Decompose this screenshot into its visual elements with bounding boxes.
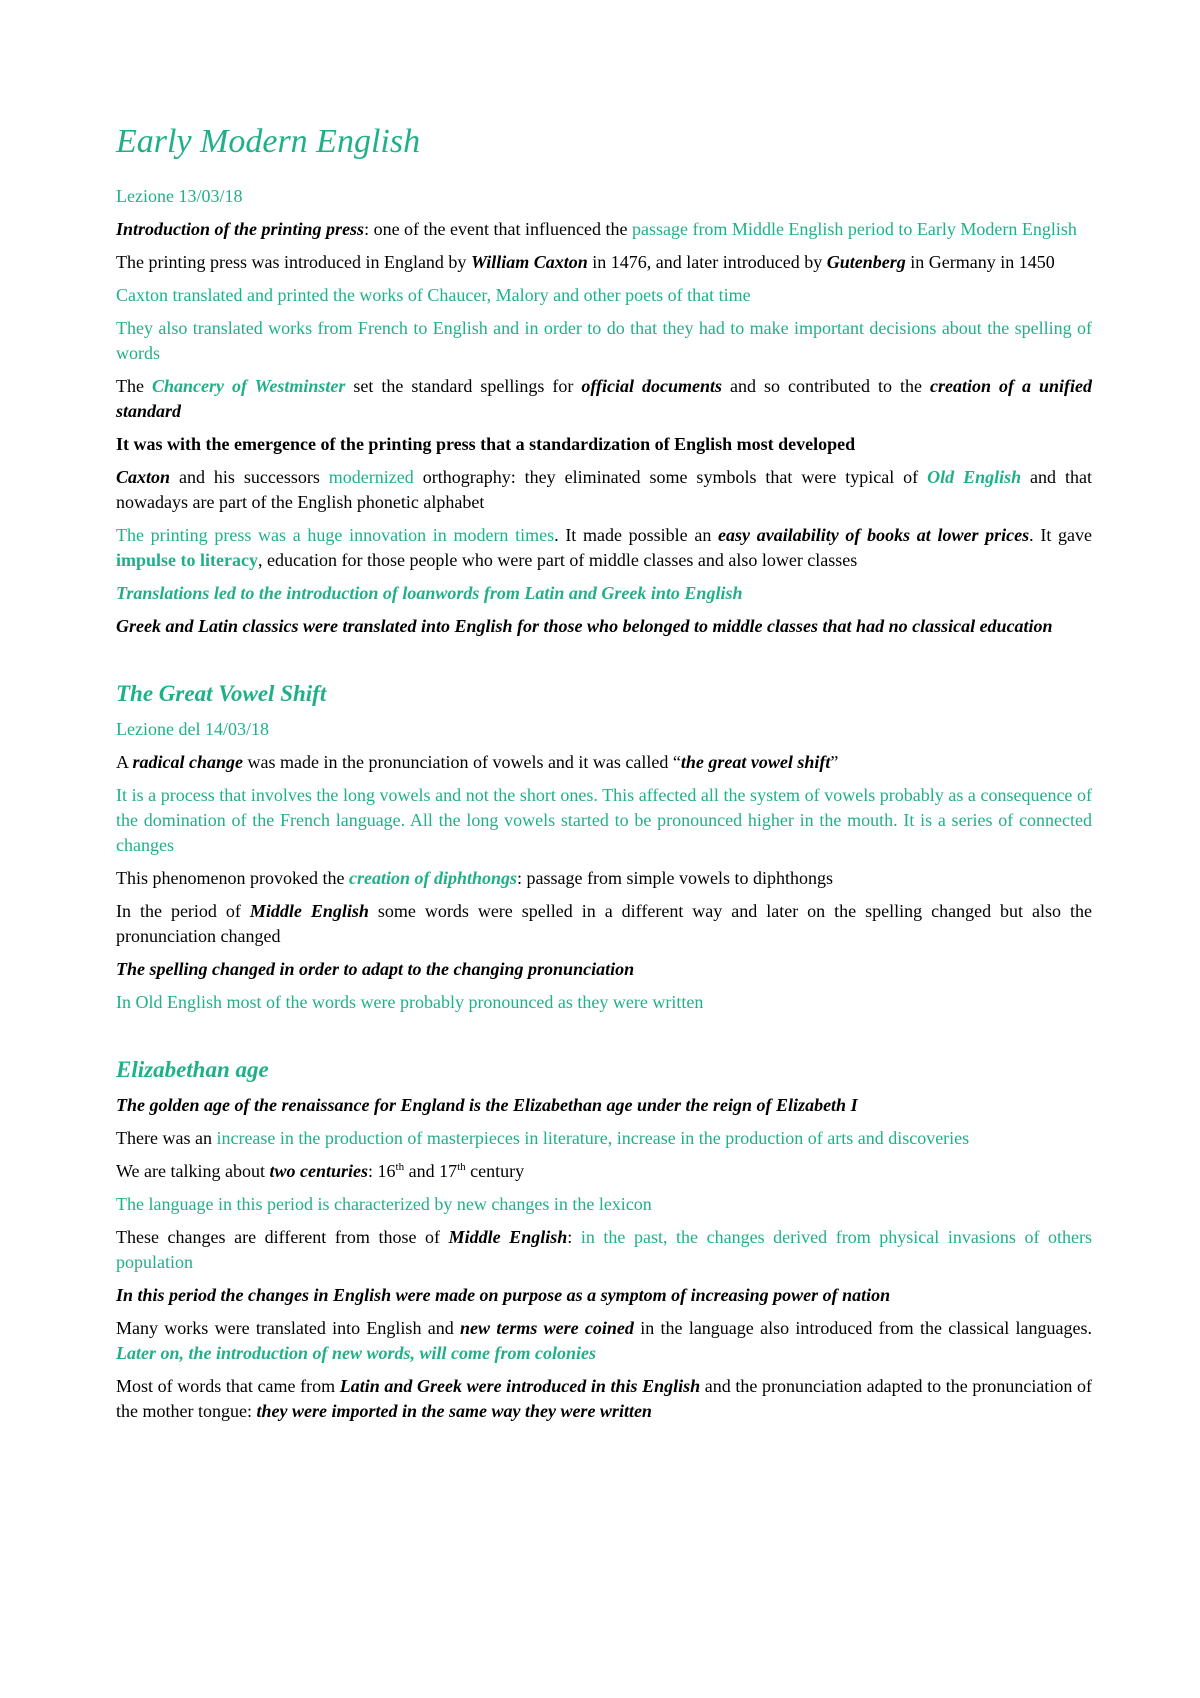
paragraph	[116, 614, 1092, 639]
section-heading: The Great Vowel Shift	[116, 681, 327, 706]
text-run: Middle English	[448, 1227, 568, 1247]
text-run: Caxton translated and printed the works of Chaucer, Malory and other poets of that time	[116, 285, 751, 305]
text-run: in the past, the changes derived from physical invasions of others population	[116, 1227, 1093, 1272]
text-run: This phenomenon provoked the	[116, 868, 349, 888]
text-run: In Old English most of the words were probably pronounced as they were written	[116, 992, 704, 1012]
text-run: The spelling changed in order to adapt to the changing pronunciation	[116, 959, 635, 979]
text-run: passage from Middle English period to Early Modern English	[631, 219, 1077, 239]
paragraph	[116, 1374, 1092, 1424]
text-run: :	[567, 1227, 581, 1247]
paragraph	[116, 1159, 1092, 1184]
text-run: modernized	[328, 467, 414, 487]
text-run: It is a process that involves the long vowels and not the short ones. This affected all the system of vowels probably as a consequence of the domination of the French language. All the long vowels started to be pronounced higher in the mouth. It is a series of connected changes	[116, 785, 1092, 855]
paragraph	[116, 523, 1092, 573]
section-heading: Elizabethan age	[116, 1057, 269, 1082]
paragraph	[116, 750, 1092, 775]
text-run: impulse to literacy	[116, 550, 258, 570]
paragraph	[116, 374, 1092, 424]
text-run: Middle English	[249, 901, 369, 921]
text-run: : one of the event that influenced the	[364, 219, 632, 239]
paragraph	[116, 1126, 1092, 1151]
text-run: William Caxton	[470, 252, 588, 272]
text-run: The printing press was a huge innovation in modern times	[116, 525, 555, 545]
text-run: Many works were translated into English and	[116, 1318, 461, 1338]
paragraph	[116, 1192, 1092, 1217]
text-run: creation of a unified standard	[116, 376, 1093, 421]
text-run: creation of diphthongs	[348, 868, 517, 888]
text-run: in the language also introduced from the classical languages.	[633, 1318, 1092, 1338]
text-run: . It made possible an	[554, 525, 719, 545]
paragraph	[116, 1283, 1092, 1308]
text-run: and the pronunciation adapted to the pronunciation of the mother tongue:	[116, 1376, 1093, 1421]
document-title: Early Modern English	[116, 123, 421, 160]
lesson-date: Lezione 13/03/18	[116, 186, 243, 206]
paragraph	[116, 990, 1092, 1015]
text-run: Gutenberg	[826, 252, 906, 272]
text-run: official documents	[581, 376, 723, 396]
lesson-date: Lezione del 14/03/18	[116, 719, 269, 739]
text-run: increase in the production of masterpieces in literature, increase in the production of arts and discoveries	[216, 1128, 970, 1148]
text-run: These changes are different from those of	[116, 1227, 449, 1247]
text-run: in Germany in 1450	[905, 252, 1055, 272]
text-run: radical change	[132, 752, 244, 772]
text-run: easy availability of books at lower prices	[718, 525, 1030, 545]
text-run: In this period the changes in English were made on purpose as a symptom of increasing power of nation	[116, 1285, 891, 1305]
paragraph	[116, 432, 1092, 457]
text-run: orthography: they eliminated some symbols that were typical of	[413, 467, 928, 487]
text-run: was made in the pronunciation of vowels and it was called “	[243, 752, 681, 772]
paragraph	[116, 1093, 1092, 1118]
text-run: the great vowel shift	[680, 752, 831, 772]
text-run: some words were spelled in a different way and later on the spelling changed but also the pronunciation changed	[116, 901, 1092, 946]
text-run: There was an	[116, 1128, 217, 1148]
paragraph	[116, 316, 1092, 366]
text-run: In the period of	[116, 901, 250, 921]
text-run: The language in this period is characterized by new changes in the lexicon	[116, 1194, 652, 1214]
text-run: in 1476, and later introduced by	[587, 252, 827, 272]
section	[116, 1055, 1092, 1424]
text-run: and 17	[404, 1161, 458, 1181]
paragraph	[116, 899, 1092, 949]
text-run: they were imported in the same way they were written	[256, 1401, 652, 1421]
text-run: Caxton	[116, 467, 171, 487]
text-run: : passage from simple vowels to diphthongs	[517, 868, 833, 888]
text-run: century	[465, 1161, 525, 1181]
text-run: The golden age of the renaissance for England is the Elizabethan age under the reign of Elizabeth I	[116, 1095, 858, 1115]
text-run: two centuries	[269, 1161, 369, 1181]
text-run: Introduction of the printing press	[116, 219, 365, 239]
paragraph	[116, 783, 1092, 858]
text-run: They also translated works from French to English and in order to do that they had to make important decisions about the spelling of words	[116, 318, 1092, 363]
text-run: and that nowadays are part of the English phonetic alphabet	[116, 467, 1092, 512]
text-run: new terms were coined	[460, 1318, 634, 1338]
text-run: and his successors	[170, 467, 329, 487]
section	[116, 122, 1092, 639]
text-run: set the standard spellings for	[345, 376, 582, 396]
text-run: : 16	[368, 1161, 396, 1181]
paragraph	[116, 1316, 1092, 1366]
text-run: , education for those people who were part of middle classes and also lower classes	[257, 550, 858, 570]
text-run: Greek and Latin classics were translated into English for those who belonged to middle classes that had no classical education	[116, 616, 1053, 636]
text-run: and so contributed to the	[722, 376, 930, 396]
paragraph	[116, 250, 1092, 275]
text-run: . It gave	[1029, 525, 1092, 545]
text-run: The printing press was introduced in England by	[116, 252, 471, 272]
text-run: We are talking about	[116, 1161, 270, 1181]
paragraph	[116, 283, 1092, 308]
ordinal-suffix: th	[457, 1161, 466, 1173]
text-run: Most of words that came from	[116, 1376, 340, 1396]
paragraph	[116, 866, 1092, 891]
text-run: A	[116, 752, 133, 772]
text-run: The	[116, 376, 152, 396]
text-run: Translations led to the introduction of loanwords from Latin and Greek into English	[116, 583, 743, 603]
document-content	[116, 122, 1092, 1432]
paragraph	[116, 217, 1092, 242]
ordinal-suffix: th	[395, 1161, 405, 1173]
text-run: Old English	[927, 467, 1022, 487]
section	[116, 679, 1092, 1015]
text-run: Chancery of Westminster	[152, 376, 346, 396]
paragraph	[116, 581, 1092, 606]
paragraph	[116, 465, 1092, 515]
text-run: It was with the emergence of the printing press that a standardization of English most developed	[116, 434, 856, 454]
text-run: ”	[830, 752, 839, 772]
text-run: Latin and Greek were introduced in this English	[339, 1376, 701, 1396]
paragraph	[116, 1225, 1092, 1275]
paragraph	[116, 957, 1092, 982]
text-run: Later on, the introduction of new words, will come from colonies	[116, 1343, 597, 1363]
